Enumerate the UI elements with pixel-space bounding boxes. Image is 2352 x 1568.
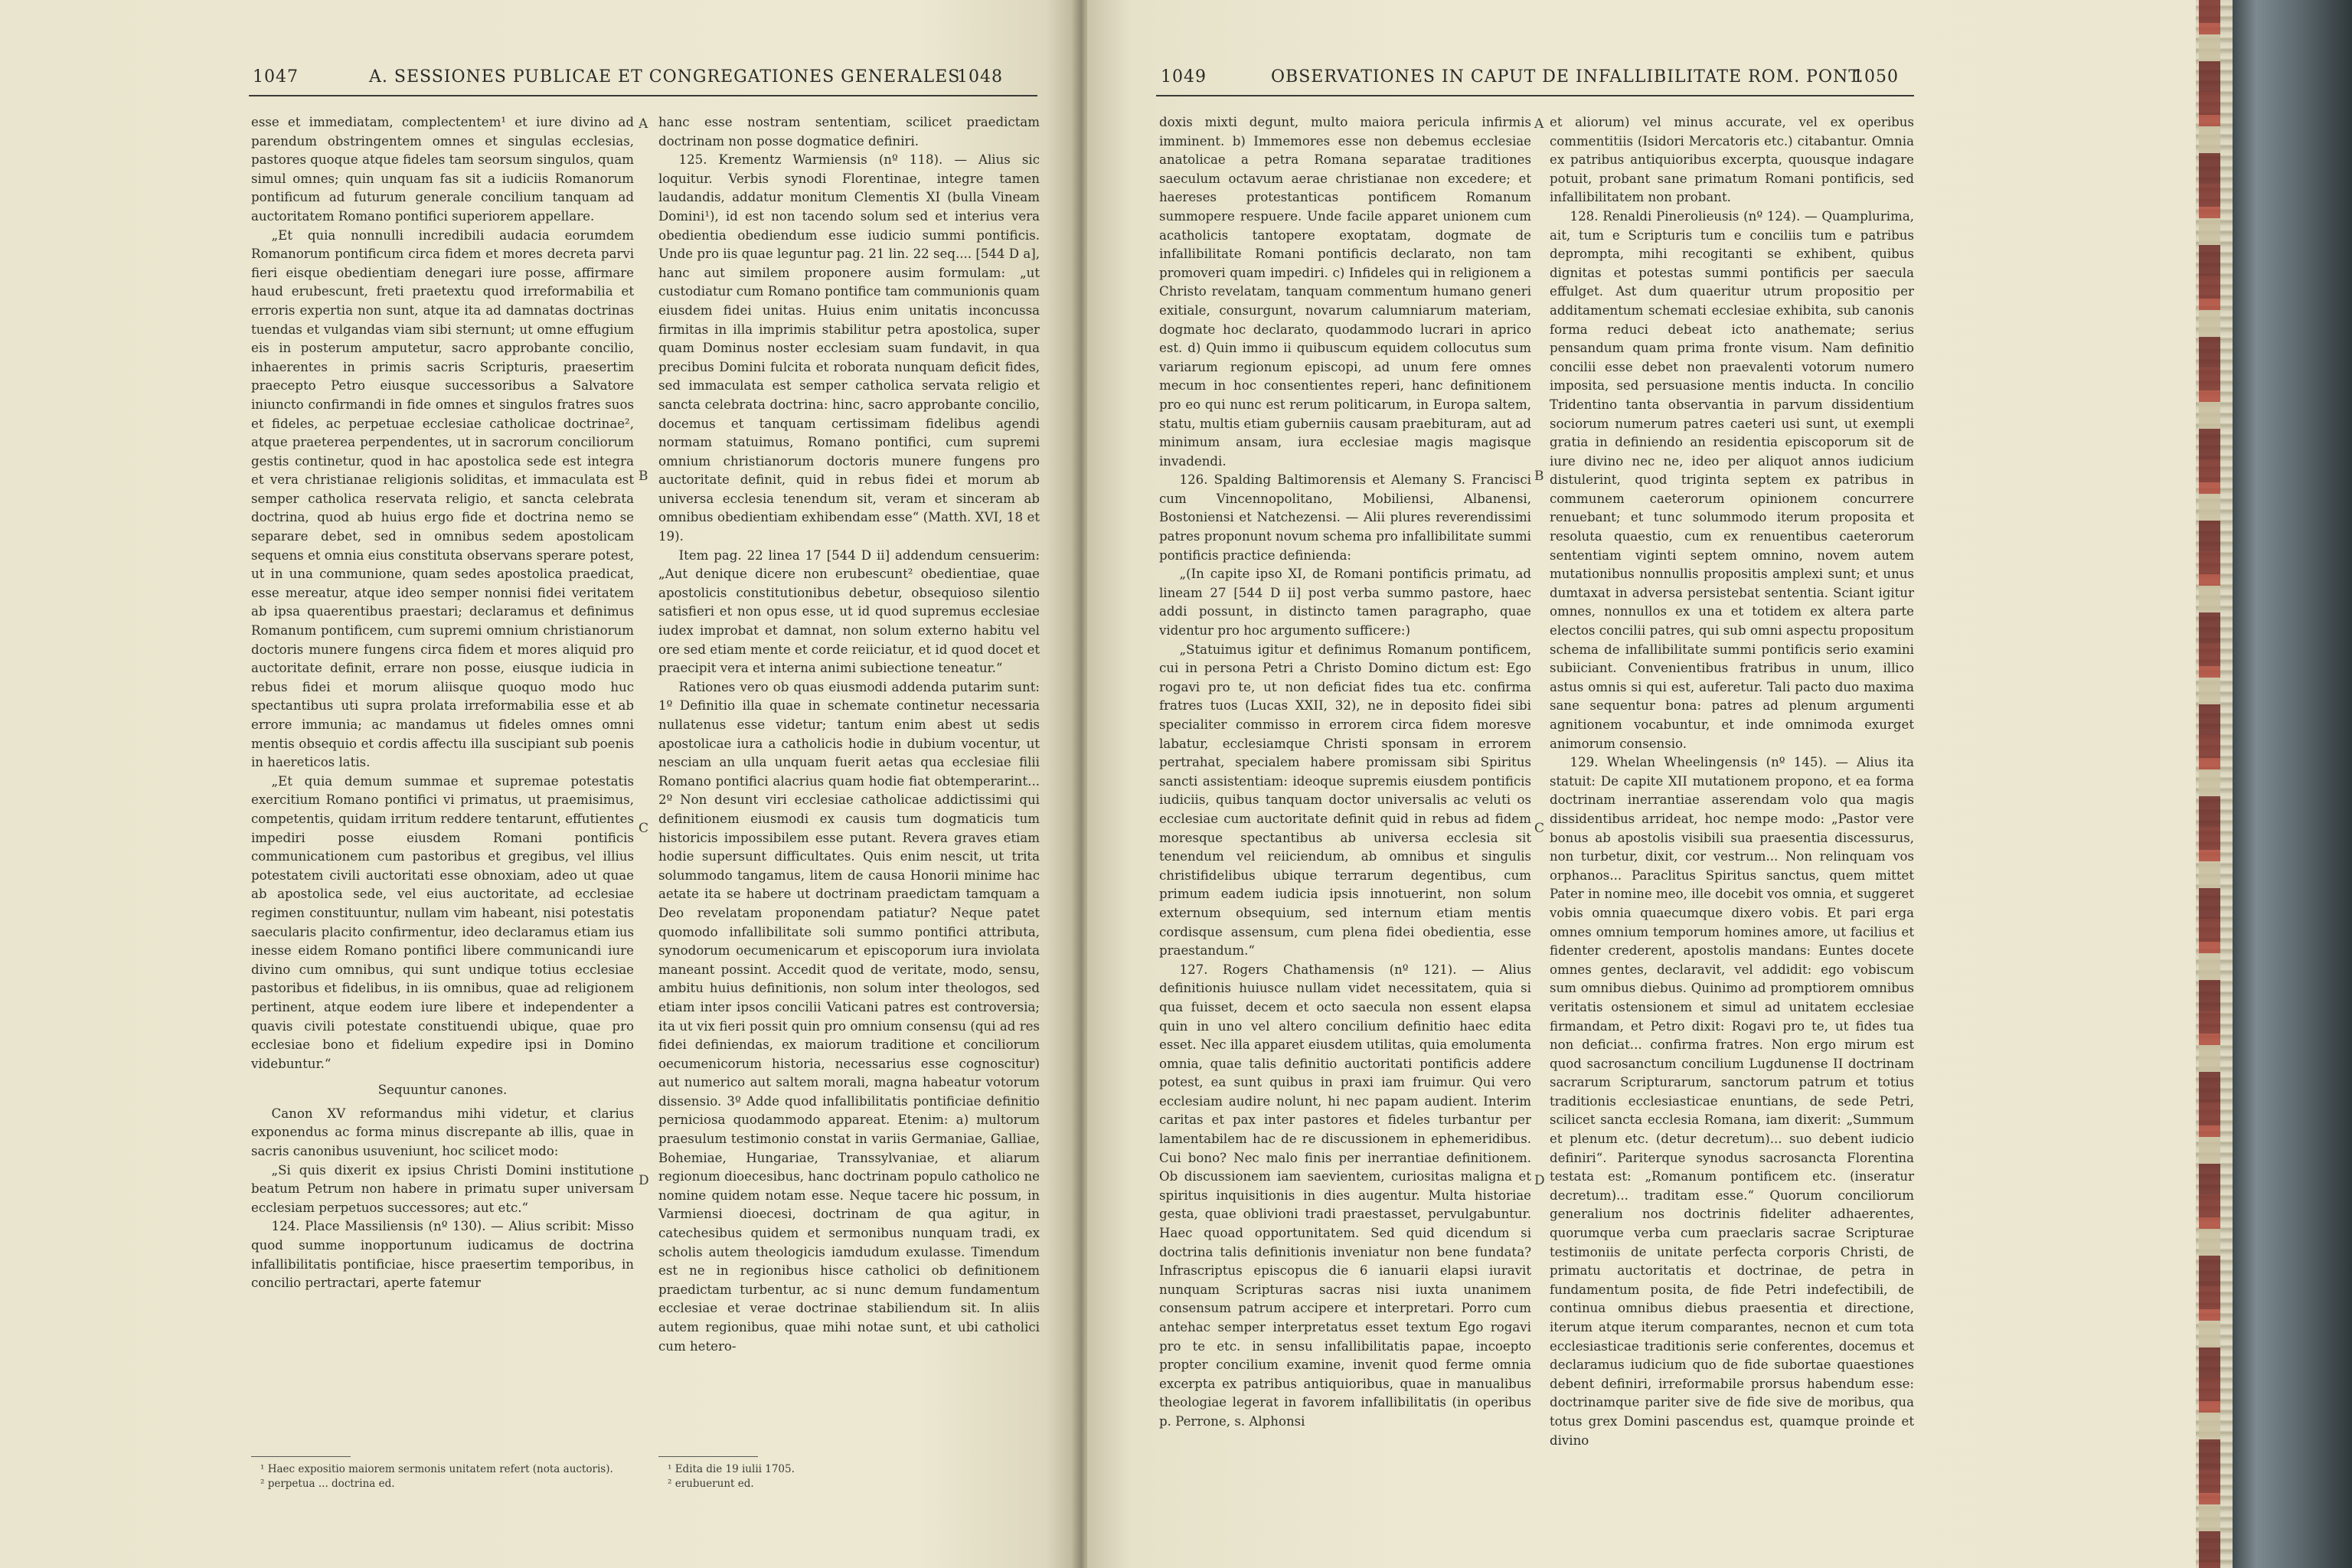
paragraph: 126. Spalding Baltimorensis et Alemany S. Francisci cum Vincennopolitano, Mobiliensi, Albanensi, Bostoniensi et Natchezensi. — Alii plures reverendissimi patres proponunt novum schema pro infallibilitate summi pontificis practice definienda:: [1159, 472, 1531, 563]
paragraph: hanc esse nostram sententiam, scilicet praedictam doctrinam non posse dogmatice definiri.: [658, 115, 1040, 149]
header-rule-right: [1156, 95, 1914, 96]
footnotes-left-1: [260, 1462, 634, 1491]
right-page-number-2: 1050: [1853, 67, 1899, 87]
paragraph: 129. Whelan Wheelingensis (nº 145). — Alius ita statuit: De capite XII mutationem propono, et ea forma doctrinam inerrantiae asserendam volo qua magis dissidentibus arrideat, hoc nempe modo: „Pastor vere bonus ab apostolis visibili sua praesentia discessurus, non turbetur, dixit, cor vestrum... Non relinquam vos orphanos... Paraclitus Spiritus sanctus, quem mittet Pater in nomine meo, ille docebit vos omnia, et suggeret vobis omnia quaecumque dixero vobis. Et pari erga omnes omnium temporum homines amore, ut facilius et fidenter crederent, apostolis mandans: Euntes docete omnes gentes, declaravit, vel addidit: ego vobiscum sum omnibus diebus. Quinimo ad promptiorem omnibus veritatis ostensionem et simul ad unitatem ecclesiae firmandam, et Petro dixit: Rogavi pro te, ut fides tua non deficiat... confirma fratres. Non ergo mirum est quod sacrosanctum concilium Lugdunense II doctrinam sacrarum Scripturarum, sanctorum patrum et totius traditionis ecclesiasticae enuntians, de sede Petri, scilicet sancta ecclesia Romana, iam dixerit: „Summum et plenum etc. (detur decretum)... suo debent iudicio definiri“. Pariterque synodus sacrosancta Florentina testata est: „Romanum pontificem etc. (inseratur decretum)... traditam esse.“ Quorum conciliorum generalium nos doctrinis fideliter adhaerentes, quorumque verba cum praeclaris sacrae Scripturae testimoniis de unitate perfecta corporis Christi, de primatu auctoritatis et doctrinae, de petra in fundamentum posita, de fide Petri indefectibili, de continua omnibus diebus praesentia et directione, iterum atque iterum comparantes, necnon et cum tota ecclesiasticae traditionis serie conferentes, docemus et declaramus iudicium quo de fide subortae quaestiones debent definiri, irreformabile prorsus habendum esse: doctrinamque pariter sive de fide sive de moribus, qua totus grex Domini pascendus est, quamque proinde et divino: [1550, 755, 1914, 1448]
paragraph: „(In capite ipso XI, de Romani pontificis primatu, ad lineam 27 [544 D ii] post verba summo pastore, haec addi possunt, in distincto tamen paragrapho, quae videntur pro hoc argumento sufficere:): [1159, 567, 1531, 639]
paragraph: „Statuimus igitur et definimus Romanum pontificem, cui in persona Petri a Christo Domino dictum est: Ego rogavi pro te, ut non deficiat fides tua etc. confirma fratres tuos (Lucas XXII, 32), ne in deposito fidei sibi specialiter commisso in errorem circa fidem moresve labatur, ecclesiamque Christi sponsam in errorem pertrahat, specialem habere promissam sibi Spiritus sancti assistentiam: ideoque supremis eiusdem pontificis iudiciis, quibus tanquam doctor universalis ac veluti os ecclesiae cum auctoritate definit quid in rebus ad fidem moresque spectantibus ab universa ecclesia sit tenendum vel reiiciendum, ab omnibus et singulis christifidelibus ubique terrarum degentibus, cum primum eadem iudicia ipsis innotuerint, non solum externum obsequium, sed internum etiam mentis cordisque assensum, cum plena fidei obedientia, esse praestandum.“: [1159, 642, 1531, 959]
footnote: ¹ Edita die 19 iulii 1705.: [668, 1463, 795, 1475]
footnote-rule-1: [251, 1456, 351, 1457]
left-page-number-2: 1048: [957, 67, 1003, 87]
margin-letter-d: D: [1534, 1173, 1545, 1188]
margin-letter-c: C: [1534, 821, 1545, 836]
paragraph: 127. Rogers Chathamensis (nº 121). — Alius definitionis huiusce nullam videt necessitatem, quia si qua fuisset, decem et octo saecula non essent elapsa quin in uno vel altero concilium definitio haec edita esset. Nec illa apparet eiusdem utilitas, quia emolumenta omnia, quae talis definitio auctoritati pontificis addere potest, ea sunt quibus in praxi iam fruimur. Qui vero ecclesiam audire nolunt, hi nec papam audient. Interim caritas et pax inter pastores et fideles turbantur per lamentabilem hac de re discussionem in ephemeridibus. Cui bono? Nec malo finis per inerrantiae definitionem. Ob discussionem iam saevientem, curiositas maligna et spiritus inquisitionis in dies augentur. Multa historiae gesta, quae oblivioni tradi praestasset, pervulgabuntur. Haec quoad opportunitatem. Sed quid dicendum si doctrina talis definitionis inveniatur non bene fundata? Infrascriptus episcopus die 6 ianuarii elapsi iuravit nunquam Scripturas sacras nisi iuxta unanimem consensum patrum accipere et interpretari. Porro cum antehac semper interpretatus esset textum Ego rogavi pro te etc. in sensu infallibilitatis papae, incoepto propter concilium examine, invenit quod ferme omnia excerpta ex patribus antiquioribus, quae in manualibus theologiae legerat in favorem infallibilitatis (in operibus p. Perrone, s. Alphonsi: [1159, 962, 1531, 1429]
header-rule: [249, 95, 1037, 96]
margin-letter-b: B: [639, 469, 648, 484]
footnote: ² erubuerunt ed.: [668, 1478, 754, 1490]
left-running-title: A. SESSIONES PUBLICAE ET CONGREGATIONES GENERALES: [369, 67, 961, 87]
right-page: [1087, 0, 2197, 1568]
right-running-title: OBSERVATIONES IN CAPUT DE INFALLIBILITATE ROM. PONT.: [1271, 67, 1864, 87]
paragraph: Item pag. 22 linea 17 [544 D ii] addendum censuerim: „Aut denique dicere non erubescunt² obedientiae, quae apostolicis constitutionibus debetur, obsequioso silentio satisfieri et non opus esse, ut id quod supremus ecclesiae iudex improbat et damnat, non solum externo habitu vel ore sed etiam mente et corde reiiciatur, et id quod docet et praecipit vera et interna animi subiectione teneatur.“: [658, 547, 1040, 676]
footnote: ² perpetua ... doctrina ed.: [260, 1478, 395, 1490]
footnote-rule-2: [658, 1456, 758, 1457]
paragraph: 125. Krementz Warmiensis (nº 118). — Alius sic loquitur. Verbis synodi Florentinae, integre tamen laudandis, addatur monitum Clementis XI (bulla Vineam Domini¹), id est non tacendo solum sed et interius vera obedientia obediendum esse iudicio summi pontificis. Unde pro iis quae leguntur pag. 21 lin. 22 seq.... [544 D a], hanc aut similem proponere ausim formulam: „ut custodiatur cum Romano pontifice tam communionis quam eiusdem fidei unitas. Huius enim unitatis inconcussa firmitas in illa imprimis stabilitur petra apostolica, super quam Dominus noster ecclesiam suam fundavit, in qua precibus Domini fulcita et roborata nunquam deficit fides, sed immaculata est semper catholica servata religio et sancta celebrata doctrina: hinc, sacro approbante concilio, docemus et tanquam certissimam fidelibus agendi normam statuimus, Romano pontifici, cum supremi omnium christianorum doctoris munere fungens pro auctoritate definit, quid in rebus fidei et morum ab universa ecclesia tenendum sit, veram et sinceram ab omnibus obedientiam exhibendam esse“ (Matth. XVI, 18 et 19).: [658, 152, 1040, 544]
paragraph: Canon XV reformandus mihi videtur, et clarius exponendus ac forma minus discrepante ab illis, quae in sacris canonibus usuveniunt, hoc scilicet modo:: [251, 1106, 634, 1159]
left-page-number: 1047: [253, 67, 299, 87]
paragraph: „Et quia nonnulli incredibili audacia eorumdem Romanorum pontificum circa fidem et mores decreta parvi fieri eisque obedientiam denegari iure posse, affirmare haud erubescunt, freti praetextu quod irreformabilia et erroris expertia non sunt, atque ita ad damnatas doctrinas tuendas et vulgandas viam sibi sternunt; ut omne effugium eis in posterum amputetur, sacro approbante concilio, inhaerentes in primis sacris Scripturis, praesertim praecepto Petro eiusque successoribus a Salvatore iniuncto confirmandi in fide omnes et singulos fratres suos et fideles, ac perpetuae ecclesiae catholicae doctrinae², atque praeterea perpendentes, ut in sacrorum conciliorum gestis continetur, quod in hac apostolica sede est integra et vera christianae religionis soliditas, et immaculata est semper catholica reservata religio, et sancta celebrata doctrina, quod ab huius ergo fide et doctrina nemo se separare debet, sed in omnibus sedem apostolicam sequens et omnia eius constituta observans sperare potest, ut in una communione, quam sedes apostolica praedicat, esse mereatur, atque ideo semper nonnisi fidei veritatem ab ipsa quaerentibus praestari; declaramus et definimus Romanum pontificem, cum supremi omnium christianorum doctoris munere fungens circa fidem et mores aliquid pro auctoritate definit, errare non posse, eiusque iudicia in rebus fidei et morum aliisque quoquo modo huc spectantibus uti supra prolata irreformabilia esse et ab errore immunia; ac mandamus ut fideles omnes omni mentis obsequio et cordis affectu illa suscipiant sub poenis in haereticos latis.: [251, 227, 634, 770]
right-column-2: [1550, 113, 1914, 1450]
section-heading: Sequuntur canones.: [377, 1083, 508, 1098]
binding-strip: [2199, 0, 2220, 1568]
paragraph: 128. Renaldi Pinerolieusis (nº 124). — Quamplurima, ait, tum e Scripturis tum e conciliis tum e patribus deprompta, mihi recogitanti se exhibent, quibus dignitas et potestas summi pontificis per saecula effulget. Ast dum quaeritur utrum propositio per additamentum schemati ecclesiae exhibita, sub canonis forma reduci debeat icto anathemate; serius pensandum quam prima fronte visum. Nam definitio concilii esse debet non praevalenti votorum numero imposita, sed persuasione mentis inducta. In concilio Tridentino tanta observantia in parvum dissidentium sociorum numerum patres caeteri usi sunt, ut exempli gratia in definiendo an residentia episcoporum sit de iure divino nec ne, ideo per aliquot annos iudicium distulerint, quod triginta septem ex patribus in communem caeterorum opinionem concurrere renuebant; et tunc solummodo iterum proposita et resoluta quaestio, cum ex renuentibus caeterorum sententiam viginti septem omnino, novem autem mutationibus nonnullis propositis amplexi sunt; et unus dumtaxat in adversa persistebat sententia. Sciant igitur omnes, nonnullos ex una et totidem ex altera parte electos concilii patres, qui sub omni aspectu propositum schema de infallibilitate summi pontificis serio examini subiiciant. Convenientibus fratribus in unum, illico astus omnis si qui est, auferetur. Tali pacto duo maxima sane sequentur bona: patres ad plenum argumenti agnitionem vocabuntur, et inde omnimoda exurget animorum consensio.: [1550, 208, 1914, 751]
left-column-1: [251, 113, 634, 1293]
right-column-1: [1159, 113, 1531, 1432]
margin-letter-a: A: [1534, 116, 1544, 132]
paragraph: Rationes vero ob quas eiusmodi addenda putarim sunt: 1º Definitio illa quae in schemate continetur necessaria nullatenus esse videtur; tantum enim abest ut sedis apostolicae iura a catholicis hodie in dubium vocentur, ut nesciam an ulla unquam fuerit aetas qua ecclesiae filii Romano pontifici alacrius quam hodie fiat obtemperarint... 2º Non desunt viri ecclesiae catholicae addictissimi qui definitionem eiusmodi ex causis tum dogmaticis tum historicis impossibilem esse putant. Revera graves etiam hodie supersunt difficultates. Quis enim nescit, ut trita solummodo tangamus, litem de causa Honorii minime hac aetate ita se habere ut doctrinam praedictam tamquam a Deo revelatam proponendam patiatur? Neque patet quomodo infallibilitate soli summo pontifici attributa, synodorum oecumenicarum et episcoporum iura inviolata maneant possint. Accedit quod de veritate, modo, sensu, ambitu huius definitionis, non solum inter theologos, sed etiam inter ipsos concilii Vaticani patres est controversia; ita ut vix fieri possit quin pro omnium consensu (qui ad res fidei definiendas, ex maiorum traditione et conciliorum oecumenicorum historia, necessarius esse cognoscitur) aut numerico aut saltem morali, magna habeatur votorum dissensio. 3º Adde quod infallibilitatis pontificiae definitio perniciosa quodammodo appareat. Etenim: a) multorum praesulum testimonio constat in variis Germaniae, Galliae, Bohemiae, Hungariae, Transsylvaniae, et aliarum regionum dioecesibus, hanc doctrinam populo catholico ne nomine quidem notam esse. Neque tacere hic possum, in Varmiensi dioecesi, doctrinam de qua agitur, in catechesibus quidem et sermonibus nunquam tradi, ex scholis autem theologicis iamdudum exulasse. Timendum est ne in regionibus hisce catholici ob definitionem praedictam turbentur, ac si nunc demum fundamentum ecclesiae et verae doctrinae stabiliendum sit. In aliis autem regionibus, quae mihi notae sunt, et ubi catholici cum hetero-: [658, 679, 1040, 1354]
paragraph: 124. Place Massiliensis (nº 130). — Alius scribit: Misso quod summe inopportunum iudicamus de doctrina infallibilitatis pontificiae, hisce praesertim temporibus, in concilio pertractari, aperte fatemur: [251, 1219, 634, 1291]
paragraph: „Si quis dixerit ex ipsius Christi Domini institutione beatum Petrum non habere in primatu super universam ecclesiam perpetuos successores; aut etc.“: [251, 1162, 634, 1215]
margin-letter-c: C: [639, 821, 649, 836]
background-edge: [2233, 0, 2352, 1568]
paragraph: esse et immediatam, complectentem¹ et iure divino ad parendum obstringentem omnes et singulas ecclesias, pastores quoque atque fideles tam seorsum singulos, quam simul omnes; quin unquam fas sit a iudiciis Romanorum pontificum ad futurum generale concilium tanquam ad auctoritatem Romano pontifici superiorem appellare.: [251, 115, 634, 224]
left-page: [0, 0, 1078, 1568]
right-page-number: 1049: [1161, 67, 1207, 87]
paragraph: et aliorum) vel minus accurate, vel ex operibus commentitiis (Isidori Mercatoris etc.) citabantur. Omnia ex patribus antiquioribus excerpta, quousque indagare potuit, probant sane primatum Romani pontificis, sed infallibilitatem non probant.: [1550, 115, 1914, 205]
paragraph: doxis mixti degunt, multo maiora pericula infirmis imminent. b) Immemores esse non debemus ecclesiae anatolicae a petra Romana separatae traditiones saeculum octavum aerae christianae non excedere; et haereses protestanticas pontificem Romanum summopere respuere. Unde facile apparet unionem cum acatholicis tantopere exoptatam, dogmate de infallibilitate Romani pontificis declarato, non tam promoveri quam impediri. c) Infideles qui in religionem a Christo revelatam, tanquam commentum humano generi exitiale, consurgunt, novarum calumniarum materiam, dogmate hoc declarato, quodammodo lucrari in aprico est. d) Quin immo ii quibuscum equidem collocutus sum variarum regionum episcopi, ad unum fere omnes mecum in hoc consentientes reperi, hanc definitionem pro eo qui nunc est rerum politicarum, in Europa saltem, statu, multis etiam guberniis causam praebituram, aut ad minimum ansam, iura ecclesiae magis magisque invadendi.: [1159, 115, 1531, 469]
paragraph: „Et quia demum summae et supremae potestatis exercitium Romano pontifici vi primatus, ut praemisimus, competentis, quidam irritum reddere tentarunt, effutientes impediri posse eiusdem Romani pontificis communicationem cum pastoribus et gregibus, vel illius potestatem civili auctoritati esse obnoxiam, adeo ut quae ab apostolica sede, vel eius auctoritate, ad ecclesiae regimen constituuntur, nullam vim habeant, nisi potestatis saecularis placito confirmentur, ideo declaramus etiam ius inesse eidem Romano pontifici libere communicandi iure divino cum omnibus, qui sunt undique totius ecclesiae pastoribus et fidelibus, in iis omnibus, quae ad religionem pertinent, atque eodem iure libere et independenter a quavis civili potestate constituendi ubique, quae pro ecclesiae bono et fidelium expedire ipsi in Domino videbuntur.“: [251, 773, 634, 1071]
footnotes-left-2: [668, 1462, 1040, 1491]
left-column-2: [658, 113, 1040, 1356]
margin-letter-a: A: [639, 116, 648, 132]
margin-letter-d: D: [639, 1173, 649, 1188]
footnote: ¹ Haec expositio maiorem sermonis unitatem refert (nota auctoris).: [260, 1463, 613, 1475]
margin-letter-b: B: [1534, 469, 1544, 484]
